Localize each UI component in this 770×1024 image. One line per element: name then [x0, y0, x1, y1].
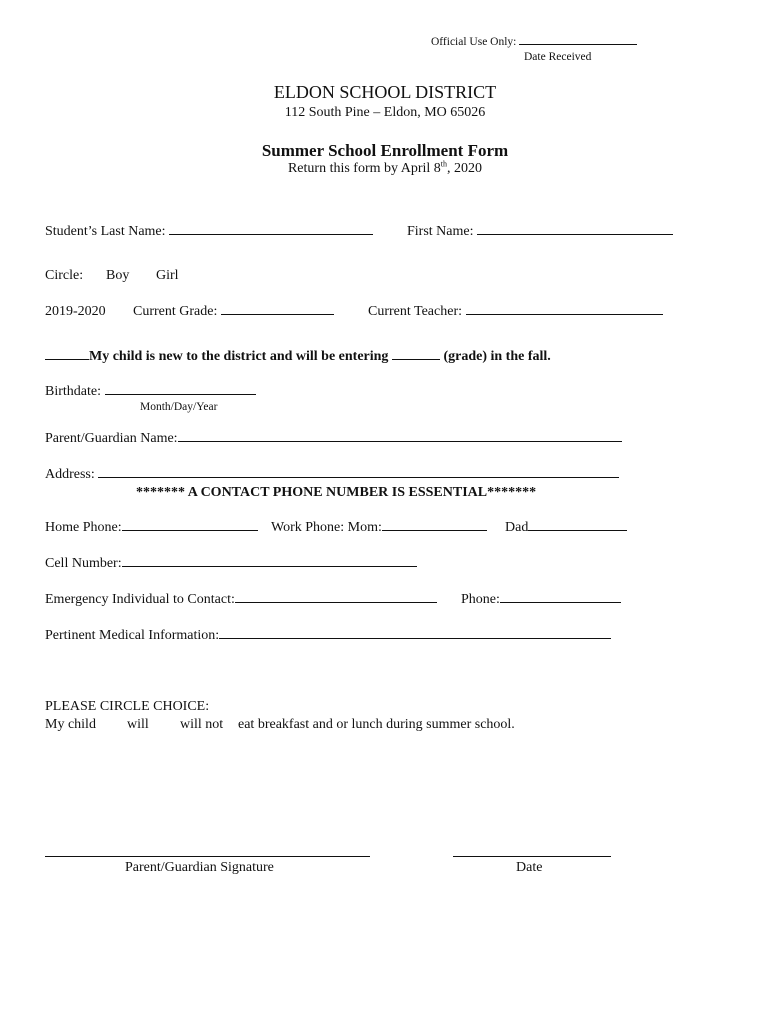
last-name-field [45, 224, 373, 240]
birthdate-field [45, 384, 256, 400]
birthdate-hint: Month/Day/Year [140, 401, 218, 413]
first-name-line[interactable] [477, 233, 673, 235]
new-child-text: My child is new to the district and will be entering [89, 349, 392, 364]
meal-statement: eat breakfast and or lunch during summer school. [238, 717, 515, 732]
home-phone-label: Home Phone: [45, 520, 122, 535]
first-name-label: First Name: [407, 224, 477, 239]
teacher-label: Current Teacher: [368, 304, 466, 319]
official-use-line [519, 43, 637, 45]
guardian-label: Parent/Guardian Name: [45, 431, 178, 446]
new-child-field [45, 349, 551, 365]
emergency-phone-label: Phone: [461, 592, 500, 607]
circle-label: Circle: [45, 268, 84, 283]
cell-line[interactable] [122, 565, 417, 567]
emergency-field [45, 592, 437, 608]
district-name: ELDON SCHOOL DISTRICT [273, 82, 497, 102]
grade-field [133, 304, 334, 320]
cell-label: Cell Number: [45, 556, 122, 571]
work-phone-label: Work Phone: Mom: [271, 520, 382, 535]
official-use-text: Official Use Only: [431, 36, 520, 48]
last-name-label: Student’s Last Name: [45, 224, 170, 239]
home-phone-field [45, 520, 258, 536]
dad-phone-line[interactable] [528, 529, 627, 531]
school-year: 2019-2020 [45, 304, 106, 319]
guardian-line[interactable] [178, 440, 622, 442]
signature-date-line[interactable] [453, 856, 611, 857]
return-sup: th [440, 159, 448, 169]
signature-date-label: Date [516, 860, 543, 875]
first-name-field [407, 224, 673, 240]
return-prefix: Return this form by April 8 [287, 161, 441, 176]
phone-essential-notice: ******* A CONTACT PHONE NUMBER IS ESSENTIAL******* [136, 485, 537, 500]
girl-option[interactable]: Girl [156, 268, 179, 283]
new-child-check-line[interactable] [45, 358, 89, 360]
new-child-end: (grade) in the fall. [439, 349, 551, 364]
teacher-line[interactable] [466, 313, 663, 315]
dad-label: Dad [505, 520, 529, 535]
address-label: Address: [45, 467, 99, 482]
mom-phone-line[interactable] [382, 529, 487, 531]
date-received-label: Date Received [524, 51, 592, 63]
medical-label: Pertinent Medical Information: [45, 628, 220, 643]
emergency-line[interactable] [235, 601, 437, 603]
entering-grade-line[interactable] [392, 358, 440, 360]
address-field [45, 467, 619, 483]
circle-choice-heading: PLEASE CIRCLE CHOICE: [45, 699, 210, 714]
emergency-phone-field [461, 592, 621, 608]
will-not-option[interactable]: will not [180, 717, 224, 732]
guardian-field [45, 431, 622, 447]
grade-line[interactable] [221, 313, 334, 315]
my-child-label: My child [45, 717, 96, 732]
district-address: 112 South Pine – Eldon, MO 65026 [284, 105, 486, 120]
guardian-signature-label: Parent/Guardian Signature [125, 860, 274, 875]
birthdate-line[interactable] [105, 393, 256, 395]
teacher-field [368, 304, 663, 320]
birthdate-label: Birthdate: [45, 384, 105, 399]
form-title: Summer School Enrollment Form [261, 141, 509, 160]
home-phone-line[interactable] [122, 529, 258, 531]
grade-label: Current Grade: [133, 304, 221, 319]
cell-field [45, 556, 417, 572]
emergency-phone-line[interactable] [500, 601, 621, 603]
official-use-label [431, 36, 637, 48]
boy-option[interactable]: Boy [106, 268, 130, 283]
dad-phone-field [505, 520, 627, 536]
return-suffix: , 2020 [447, 161, 483, 176]
will-option[interactable]: will [127, 717, 149, 732]
guardian-signature-line[interactable] [45, 856, 370, 857]
work-phone-mom-field [271, 520, 487, 536]
return-deadline [0, 161, 770, 177]
address-line[interactable] [98, 476, 619, 478]
medical-field [45, 628, 611, 644]
last-name-line[interactable] [169, 233, 373, 235]
medical-line[interactable] [219, 637, 611, 639]
emergency-label: Emergency Individual to Contact: [45, 592, 235, 607]
